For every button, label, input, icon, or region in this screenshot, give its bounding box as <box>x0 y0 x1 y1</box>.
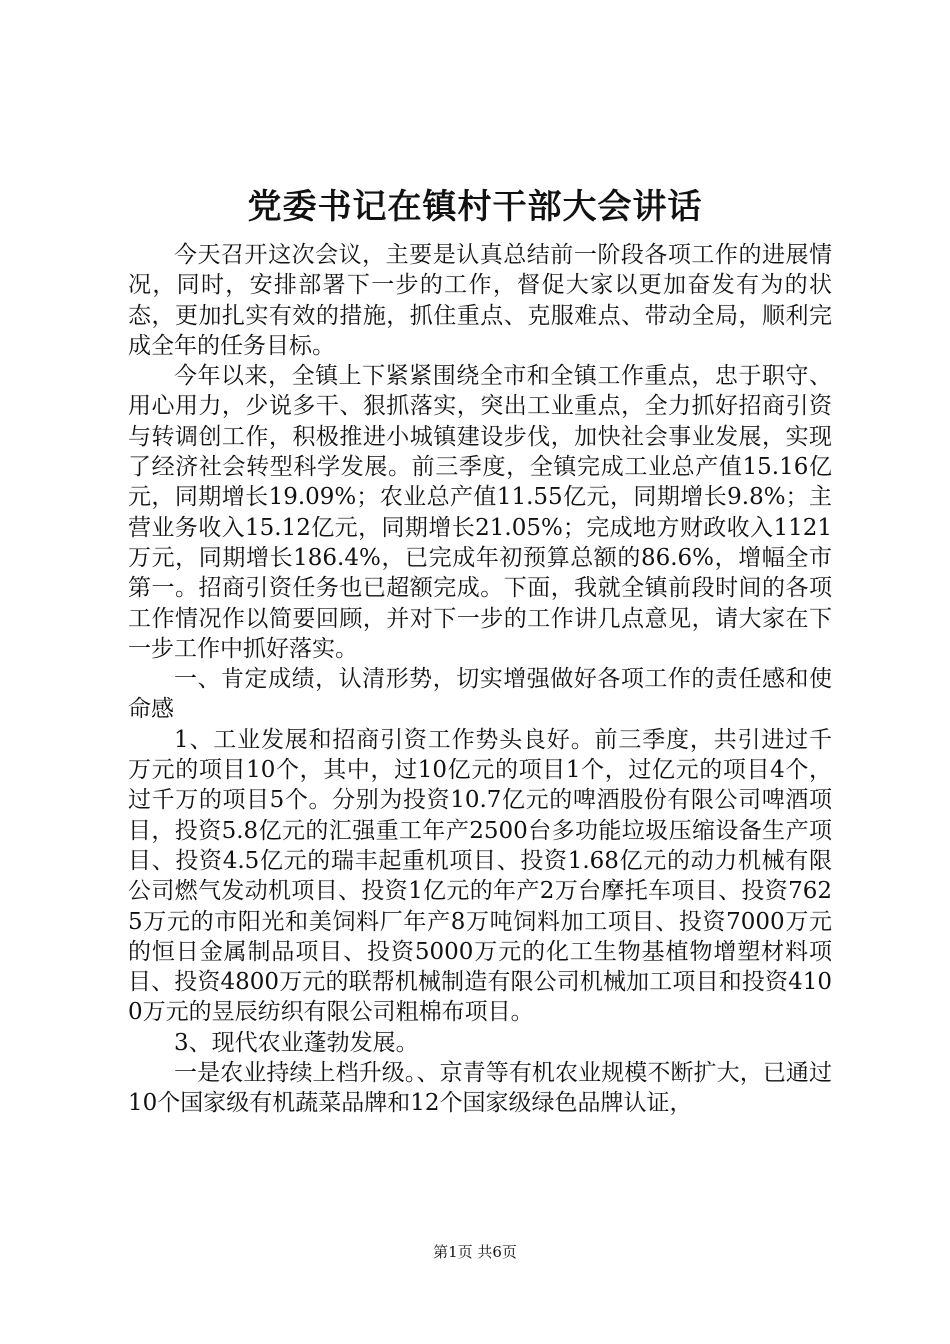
paragraph-agriculture: 一是农业持续上档升级。、京青等有机农业规模不断扩大，已通过10个国家级有机蔬菜品牌和12个国家级绿色品牌认证， <box>128 1060 832 1117</box>
document-body <box>128 240 832 1119</box>
document-title: 党委书记在镇村干部大会讲话 <box>247 187 703 227</box>
page-footer: 第1页 共6页 <box>433 1243 517 1261</box>
paragraph-summary: 今年以来，全镇上下紧紧围绕全市和全镇工作重点，忠于职守、用心用力，少说多干、狠抓落实，突出工业重点，全力抓好招商引资与转调创工作，积极推进小城镇建设步伐，加快社会事业发展，实现了经济社会转型科学发展。前三季度，全镇完成工业总产值15.16亿元，同期增长19.09%；农业总产值11.55亿元，同期增长9.8%；主营业务收入15.12亿元，同期增长21.05%；完成地方财政收入1121万元，同期增长186.4%，已完成年初预算总额的86.6%，增幅全市第一。招商引资任务也已超额完成。下面，我就全镇前段时间的各项工作情况作以简要回顾，并对下一步的工作讲几点意见，请大家在下一步工作中抓好落实。 <box>128 363 832 662</box>
section-heading-1: 一、肯定成绩，认清形势，切实增强做好各项工作的责任感和使命感 <box>128 666 832 723</box>
paragraph-opening: 今天召开这次会议，主要是认真总结前一阶段各项工作的进展情况，同时，安排部署下一步的工作，督促大家以更加奋发有为的状态，更加扎实有效的措施，抓住重点、克服难点、带动全局，顺利完成全年的任务目标。 <box>128 242 832 359</box>
paragraph-industry: 1、工业发展和招商引资工作势头良好。前三季度，共引进过千万元的项目10个，其中，过10亿元的项目1个，过亿元的项目4个，过千万的项目5个。分别为投资10.7亿元的啤酒股份有限公司啤酒项目，投资5.8亿元的汇强重工年产2500台多功能垃圾压缩设备生产项目、投资4.5亿元的瑞丰起重机项目、投资1.68亿元的动力机械有限公司燃气发动机项目、投资1亿元的年产2万台摩托车项目、投资7625万元的市阳光和美饲料厂年产8万吨饲料加工项目、投资7000万元的恒日金属制品项目、投资5000万元的化工生物基植物增塑材料项目、投资4800万元的联帮机械制造有限公司机械加工项目和投资4100万元的昱辰纺织有限公司粗棉布项目。 <box>128 726 832 1026</box>
paragraph-agriculture-heading: 3、现代农业蓬勃发展。 <box>174 1029 419 1056</box>
